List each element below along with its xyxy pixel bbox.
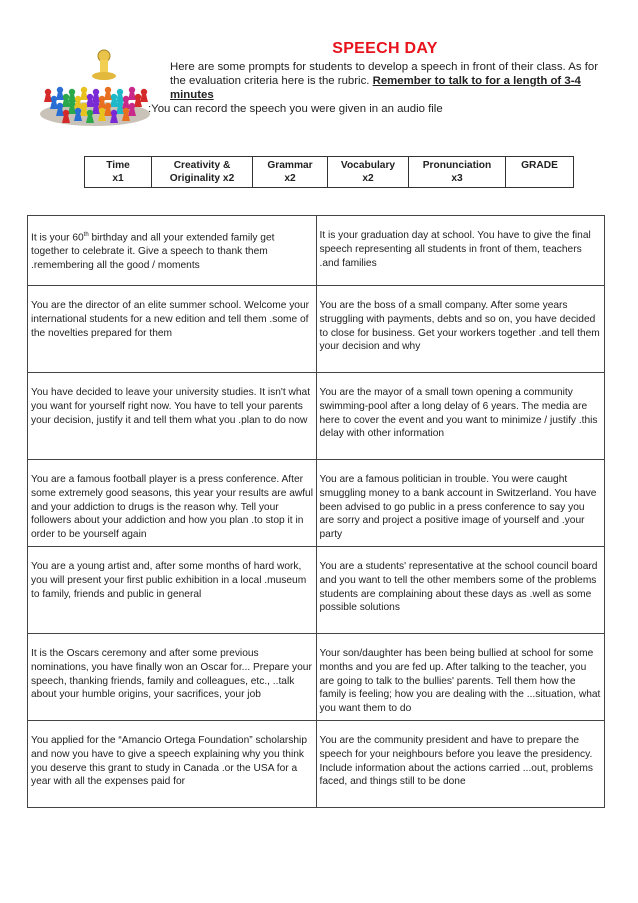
prompt-cell: You are the community president and have to prepare the speech for your neighbours before you leave the presidency. Include information about the actions carried ...out, problems faced, and things still to be done xyxy=(316,721,605,808)
table-row xyxy=(28,634,605,721)
prompt-text: It is your 60 xyxy=(31,232,84,244)
prompt-cell: It is the Oscars ceremony and after some previous nominations, you have finally won an Oscar for... Prepare your speech, thanking friends, family and colleagues, etc., ..talk about your humble origins, your sacrifices, your job xyxy=(28,634,317,721)
rubric-label: GRADE xyxy=(521,160,558,171)
rubric-vocabulary xyxy=(328,157,409,188)
rubric-creativity xyxy=(152,157,253,188)
intro-sentence: Here are some prompts for students to develop a speech in front of their class. As for the evaluation criteria here is the rubric. xyxy=(170,61,598,87)
length-reminder: Remember to talk to for a length of 3-4 minutes xyxy=(170,75,581,101)
intro-text xyxy=(170,60,610,102)
rubric-pronunciation xyxy=(409,157,506,188)
table-row xyxy=(28,286,605,373)
prompt-cell: Your son/daughter has been being bullied at school for some months and you are fed up. After talking to the teacher, you are going to talk to the bullies' parents. Tell them how the family is feeling; how you are dealing with the ...situation, what you want them to do xyxy=(316,634,605,721)
prompt-cell: You are the boss of a small company. After some years struggling with payments, debts and so on, you have decided to close for business. Get your workers together .and tell them your decision and why xyxy=(316,286,605,373)
rubric-label: Pronunciation xyxy=(422,160,492,171)
prompt-cell: It is your graduation day at school. You have to give the final speech representing all students in front of them, teachers .and families xyxy=(316,216,605,286)
rubric-grade xyxy=(506,157,574,188)
prompt-cell: You are the director of an elite summer school. Welcome your international students for a new edition and tell them .some of the novelties prepared for them xyxy=(28,286,317,373)
table-row xyxy=(28,547,605,634)
page-title: SPEECH DAY xyxy=(332,40,438,57)
rubric-table xyxy=(84,156,574,188)
prompt-cell xyxy=(28,216,317,286)
rubric-label: Grammar xyxy=(267,160,313,171)
rubric-weight: x2 xyxy=(362,173,374,184)
prompt-text: birthday and all your extended family get together to celebrate it. Give a speech to thank them .remembering all the good / moments xyxy=(31,232,275,271)
prompt-cell: You are the mayor of a small town opening a community swimming-pool after a long delay of 6 years. The media are here to cover the event and you want to minimize / justify .this delay with other information xyxy=(316,373,605,460)
rubric-weight: x1 xyxy=(112,173,124,184)
prompt-cell: You have decided to leave your university studies. It isn't what you want for yourself right now. You have to tell your parents your decision, justify it and tell them what you .plan to do now xyxy=(28,373,317,460)
rubric-grammar xyxy=(253,157,328,188)
rubric-weight: x2 xyxy=(284,173,296,184)
game-pawns-icon xyxy=(40,42,165,127)
table-row xyxy=(28,721,605,808)
rubric-label: Vocabulary xyxy=(340,160,396,171)
prompt-cell: You are a famous politician in trouble. You were caught smuggling money to a bank account in Switzerland. You have been advised to go public in a press conference to say you are sorry and project a positive image of yourself and .your party xyxy=(316,460,605,547)
prompt-cell: You are a famous football player is a press conference. After some extremely good seasons, this year your results are awful and your addiction to drugs is the reason why. Tell your followers about your addiction and how you plan .to stop it in order to be yourself again xyxy=(28,460,317,547)
prompt-cell: You are a young artist and, after some months of hard work, you will present your first public exhibition in a local .museum to family, friends and public in general xyxy=(28,547,317,634)
rubric-label: Creativity & xyxy=(173,160,231,171)
rubric-label: Time xyxy=(106,160,130,171)
rubric-weight: x3 xyxy=(451,173,463,184)
table-row xyxy=(28,216,605,286)
audio-note: :You can record the speech you were given in an audio file xyxy=(148,103,443,115)
prompt-cell: You are a students' representative at the school council board and you want to tell the other members some of the problems students are complaining about these days as .well as some possible solutions xyxy=(316,547,605,634)
prompts-table xyxy=(27,215,605,808)
rubric-time xyxy=(85,157,152,188)
rubric-weight: Originality x2 xyxy=(169,173,235,184)
prompt-cell: You applied for the “Amancio Ortega Foundation” scholarship and now you have to give a speech explaining why you think you deserve this grant to study in Canada .or the USA for a year with all the expenses paid for xyxy=(28,721,317,808)
ordinal-suffix: th xyxy=(83,232,89,238)
table-row xyxy=(28,373,605,460)
table-row xyxy=(28,460,605,547)
